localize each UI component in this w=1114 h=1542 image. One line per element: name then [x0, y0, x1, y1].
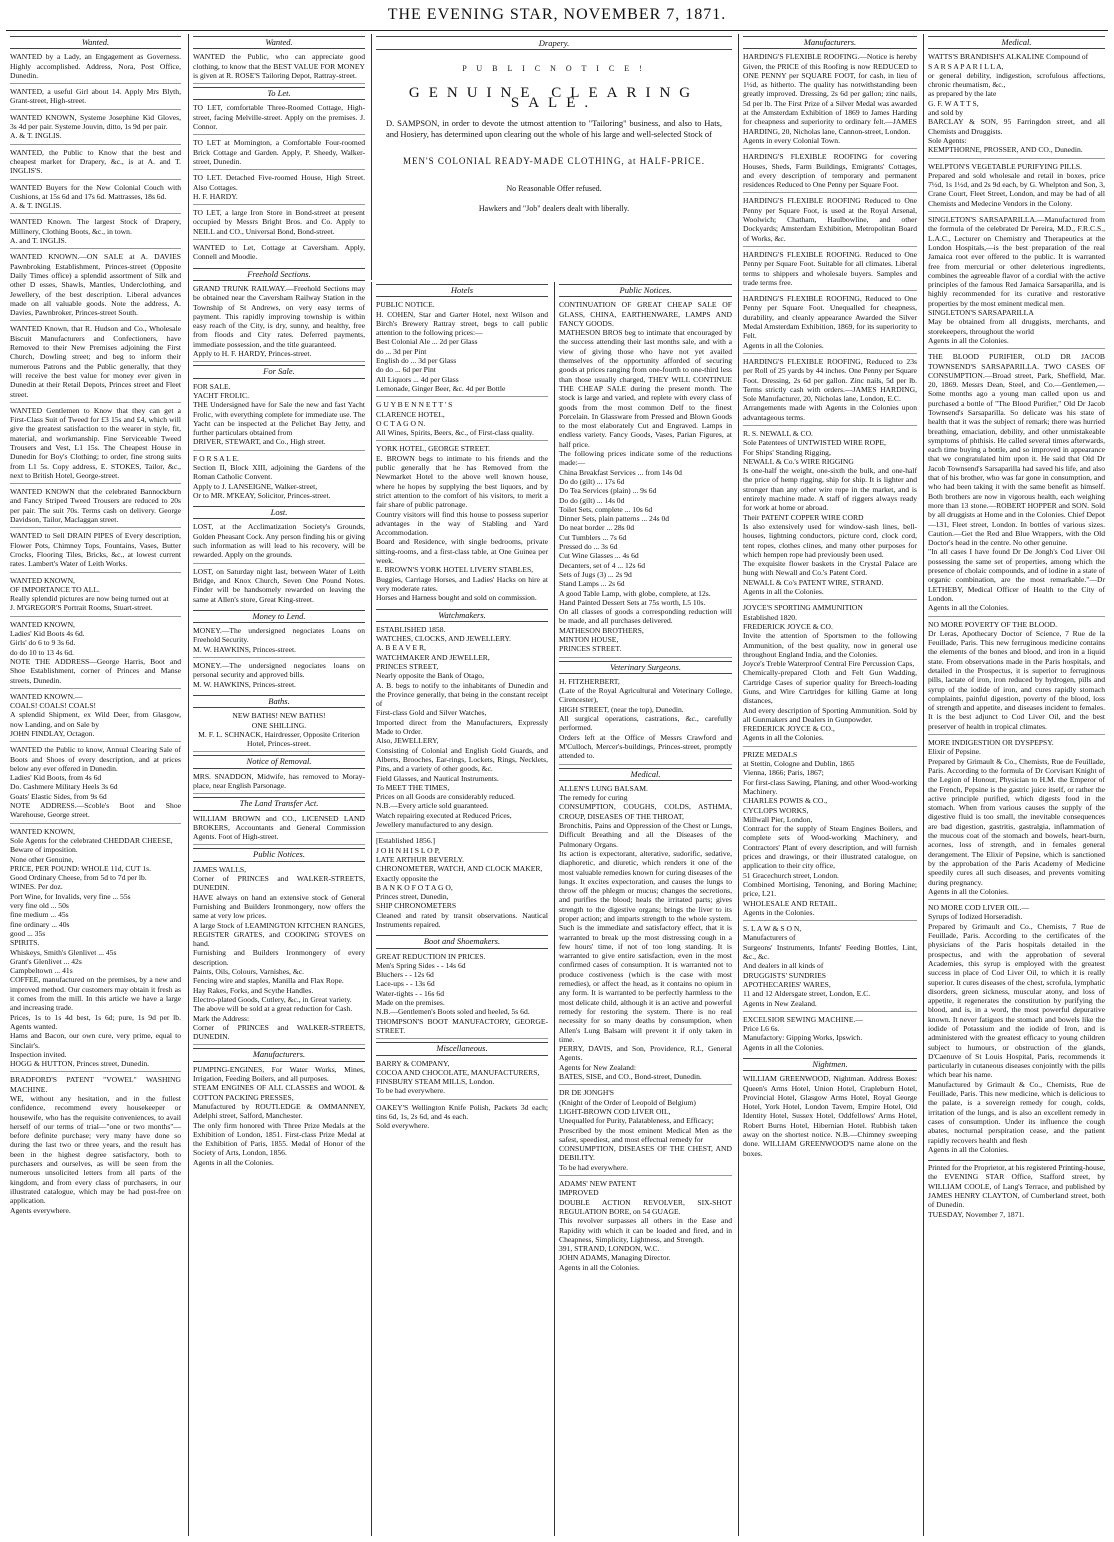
ad: WELPTON'S VEGETABLE PURIFYING PILLS. Prepared and sold wholesale and retail in boxes, price 7½d, 1s 1½d, and 2s 9d each, by G. Whelpton and Son, 3, Crane Court, Fleet Street, London, and may be had of all Chemists and Medecine Vendors in the Colony.	[928, 162, 1105, 212]
watchmaker-ads	[376, 625, 548, 933]
ad: MONEY.—The undersigned negociates loans on personal security and approved bills. M. W. HAWKINS, Princes-street.	[193, 661, 365, 689]
ad: WANTED KNOWN, OF IMPORTANCE TO ALL. Really splendid pictures are now being turned out at J. M'GREGOR'S Portrait Rooms, Stuart-street.	[10, 576, 181, 617]
ad: WANTED, a useful Girl about 14. Apply Mrs Blyth, Grant-street, High-street.	[10, 87, 181, 110]
money-ads	[193, 626, 365, 692]
ad: WANTED KNOWN that the celebrated Bannockburn and Fancy Striped Tweed Trousers are reduced to 20s per pair. The suit 70s. Terms cash on delivery. George Davidson, Tailor, Maclaggan street.	[10, 487, 181, 528]
ad: EXCELSIOR SEWING MACHINE.— Price L6 6s. Manufactory: Gipping Works, Ipswich. Agents in all the Colonies.	[743, 1014, 864, 1052]
ad: YORK HOTEL, GEORGE STREET. E. BROWN begs to intimate to his friends and the public generally that he has Removed from the Newmarket Hotel to the above well known house, where he hopes by supplying the best liquors, and by strict attention to the comfort of his visitors, to merit a fair share of public patronage. Country visitors will find this house to possess superior advantages in the way of Stabling and Yard Accommodation. Board and Residence, with single bedrooms, private sitting-rooms, and a first-class table, at One Guinea per week. E. BROWN'S YORK HOTEL LIVERY STABLES, Buggies, Carriage Horses, and Ladies' Hacks on hire at very moderate rates. Horses and Harness bought and sold on commission.	[376, 444, 548, 603]
masthead-rule	[6, 30, 1108, 31]
ad: F O R S A L E. Section II, Block XIII, adjoining the Gardens of the Roman Catholic Convent. Apply to J. LANSEIGNE, Walker-street, Or to MR. M'KEAY, Solicitor, Princes-street.	[193, 453, 365, 500]
medical-ads	[928, 52, 1105, 1157]
ad: S. L A W & S O N, Manufacturers of Surgeons' Instruments, Infants' Feeding Bottles, Lint, &c., &c. And dealers in all kinds of DRUGGISTS' SUNDRIES APOTHECARIES' WARES, 11 and 12 Aldersgate street, London, E.C. Agents in New Zealand.	[743, 924, 917, 1012]
ad: BRADFORD'S PATENT "VOWEL" WASHING MACHINE. WE, without any hesitation, and in the fullest confidence, recommend every housekeeper or housewife, who has the requisite conveniences, to avail herself of our terms of trial—"one or two months"—before definite purchase; very many have done so during the last two or three years, and the result has been in the highest degree satisfactory, both to purchasers and ourselves, as will be seen from the numerous unsolicited letters from all parts of the kingdom, and from every class of purchasers, in our illustrated catalogue, which may be had post-free on application. Agents everywhere.	[10, 1075, 181, 1215]
ad: HARDING'S FLEXIBLE ROOFING.—Notice is hereby Given, the PRICE of this Roofing is now REDUCED to ONE PENNY per SQUARE FOOT, for cash, in lieu of 1½d, as hitherto. The quality has notwithstanding been greatly improved. Dressing, 2s 6d per gallon; zinc nails, 5d per lb. The First Prize of a Silver Medal was awarded at the Amsterdam Exhibition of 1869 to James Harding for cheapness and superiority to ordinary felt.—JAMES HARDING, 20, Nicholas lane, Cannon-street, London. Agents in every Colonial Town.	[743, 52, 917, 149]
section-heading: Wanted.	[10, 36, 181, 49]
clearing-sale-title: GENUINE CLEARING SALE.	[408, 85, 700, 111]
ad: NEW BATHS! NEW BATHS! ONE SHILLING. M. F. L. SCHNACK, Hairdresser, Opposite Criterion Hotel, Princes-street.	[193, 711, 365, 752]
section-heading: Miscellaneous.	[376, 1042, 548, 1055]
ad: WANTED, the Public to Know that the best and cheapest market for Drapery, &c., is at A. and T. INGLIS'S.	[10, 148, 181, 180]
column-1	[6, 34, 185, 1536]
drapery-body: D. SAMPSON, in order to devote the utmost attention to "Tailoring" business, and also to Hats, and Hosiery, has determined upon clearing out the whole of his large and well-selected Stock of	[386, 118, 722, 139]
ad: ESTABLISHED 1858. WATCHES, CLOCKS, AND JEWELLERY. A. B E A V E R, WATCHMAKER AND JEWELLER, PRINCES STREET, Nearly opposite the Bank of Otago, A. B. begs to notify to the inhabitants of Dunedin and the Province generally, that being in the constant receipt of First-class Gold and Silver Watches, Imported direct from the Manufacturers, Expressly Made to Order. Also, JEWELLERY, Consisting of Colonial and English Gold Guards, and Alberts, Brooches, Ear-rings, Lockets, Rings, Necklets, Pins, and a variety of other goods, &c. Field Glasses, and Nautical Instruments. To MEET THE TIMES, Prices on all Goods are considerably reduced. N.B.—Every article sold guaranteed. Watch repairing executed at Reduced Prices, Jewellery manufactured to any design.	[376, 625, 548, 834]
ad: ALLEN'S LUNG BALSAM. The remedy for curing CONSUMPTION, COUGHS, COLDS, ASTHMA, CROUP, DISEASES OF THE THROAT, Bronchitis, Pains and Oppression of the Chest or Lungs, Difficult Breathing and all the Diseases of the Pulmonary Organs. Its action is expectorant, alterative, sudorific, sedative, diaphoretic, and diuretic, which renders it one of the most valuable remedies known for curing diseases of the lungs. It excites expectoration, and causes the lungs to throw off the phlegm or mucus; changes the secretions, and purifies the blood; heals the irritated parts; gives strength to the digestive organs; brings the liver to its proper action; and imparts strength to the whole system. Such is the immediate and satisfactory effect, that it is warranted to break up the most distressing cough in a few hours' time, if not of too long standing. It is warranted to give entire satisfaction, even in the most confirmed cases of consumption. It is warranted not to produce costiveness (which is the case with most remedies), or affect the head, as it contains no opium in any form. It is warranted to be perfectly harmless to the most delicate child, although it is an active and powerful remedy for restoring the system. There is no real necessity for so many deaths by consumption, when Allen's Lung Balsam will prevent it if only taken in time. PERRY, DAVIS, and Son, Providence, R.I., General Agents. Agents for New Zealand: BATES, SISE, and CO., Bond-street, Dunedin.	[559, 784, 732, 1086]
drapery-hawkers: Hawkers and "Job" dealers dealt with liberally.	[478, 204, 630, 213]
ad: WILLIAM BROWN and CO., LICENSED LAND BROKERS, Accountants and General Commission Agents. Foot of High-street.	[193, 814, 365, 846]
ad: MONEY.—The undersigned negociates Loans on Freehold Security. M. W. HAWKINS, Princes-street.	[193, 626, 365, 658]
column-6	[923, 34, 1109, 1536]
section-heading: Nightmen.	[743, 1058, 917, 1071]
column-4	[554, 282, 736, 1536]
ad: FOR SALE. YACHT FROLIC. THE Undersigned have for Sale the new and fast Yacht Frolic, with everything complete for immediate use. The Yacht can be inspected at the Pelichet Bay Jetty, and further particulars obtained from DRIVER, STEWART, and Co., High street.	[193, 382, 365, 451]
ad: [Established 1856.] J O H N H I S L O P, LATE ARTHUR BEVERLY. CHRONOMETER, WATCH, AND CLOCK MAKER, Exactly opposite the B A N K O F O T A G O, Princes street, Dunedin, SHIP CHRONOMETERS Cleaned and rated by transit observations. Nautical Instruments repaired.	[376, 836, 548, 929]
ad: HARDING'S FLEXIBLE ROOFING Reduced to One Penny per Square Foot, is used at the Royal Arsenal, Woolwich; Chatham, Haulbowline, and other Dockyards; Amsterdam Exhibition, Metropolitan Board of Works, &c.	[743, 196, 917, 246]
section-heading: Public Notices.	[193, 848, 365, 861]
ad: WANTED KNOWN, Sole Agents for the celebrated CHEDDAR CHEESE, Beware of imposition. None other Genuine, PRICE, PER POUND: WHOLE 11d, CUT 1s. Good Ordinary Cheese, from 5d to 7d per lb. WINES. Per doz. Port Wine, for Invalids, very fine ... 55s very fine old ... 50s fine medium ... 45s fine ordinary ... 40s good ... 35s SPIRITS. Whiskeys, Smith's Glenlivet ... 45s Grant's Glenlivet ... 42s Campbeltown ... 41s COFFEE, manufactured on the premises, by a new and improved method. Our customers may obtain it fresh as it comes from the mill. In this article we have a large and increasing trade. Prices, 1s to 1s 4d best, 1s 6d; pure, 1s 9d per lb. Agents wanted. Hams and Bacon, our own cure, very prime, equal to Sinclair's. Inspection invited. HOGG & HUTTON, Princes street, Dunedin.	[10, 827, 181, 1073]
ad: HARDING'S FLEXIBLE ROOFING. Reduced to One Penny per Square Foot. Suitable for all climates. Liberal terms to shippers and wholesale buyers. Samples and trade terms free.	[743, 250, 917, 291]
printer-imprint: Printed for the Proprietor, at his registered Printing-house, the EVENING STAR Office, Stafford street, by WILLIAM COOLE, of Lang's Terrace, and published by JAMES HENRY CLAYTON, of Cumberland street, both of Dunedin. TUESDAY, November 7, 1871.	[928, 1160, 1105, 1219]
section-heading: Baths.	[193, 695, 365, 708]
ad: CONTINUATION OF GREAT CHEAP SALE OF GLASS, CHINA, EARTHENWARE, LAMPS AND FANCY GOODS. MATHESON BROS beg to intimate that encouraged by the success attending their last months sale, and with a view of giving those who have not yet availed themselves of the opportunity afforded of securing goods at prices ranging from one-fourth to one-third less than those usually charged, THEY WILL CONTINUE THE CHEAP SALE during the present month. The stock is large and varied, and replete with every class of goods from the most common Delf to the finest Porcelain. In Glassware from Pressed and Blown Goods to the most elaborately Cut and Engraved. Lamps in endless variety. Fancy Goods, Vases, Parian Figures, at half price. The following prices indicate some of the reductions made:— China Breakfast Services ... from 14s 0d Do do (gilt) ... 17s 6d Do Tea Services (plain) ... 9s 6d Do do (gilt) ... 14s 0d Toilet Sets, complete ... 10s 6d Dinner Sets, plain patterns ... 24s 0d Do neat border ... 28s 0d Cut Tumblers ... 7s 6d Pressed do ... 3s 6d Cut Wine Glasses ... 4s 6d Decanters, set of 4 ... 12s 6d Sets of Jugs (3) ... 2s 9d Stand Lamps ... 2s 6d A good Table Lamp, with globe, complete, at 12s. Hand Painted Dessert Sets at 75s worth, L5 10s. On all classes of goods a corresponding reduction will be made, and all purchases delivered. MATHESON BROTHERS, MINTON HOUSE, PRINCES STREET.	[559, 300, 732, 657]
section-heading: Public Notices.	[559, 284, 732, 297]
section-heading: Medical.	[928, 36, 1105, 49]
ad: DR DE JONGH'S (Knight of the Order of Leopold of Belgium) LIGHT-BROWN COD LIVER OIL, Unequalled for Purity, Palatableness, and Efficacy; Prescribed by the most eminent Medical Men as the safest, speediest, and most effectual remedy for CONSUMPTION, DISEASES OF THE CHEST, AND DEBILITY. To be had everywhere.	[559, 1088, 732, 1176]
ad: WANTED the Public to know, Annual Clearing Sale of Boots and Shoes of every description, and at prices below any ever offered in Dunedin. Ladies' Kid Boots, from 4s 6d Do. Cashmere Military Heels 3s 6d Goats' Elastic Sides, from 9s 6d NOTE ADDRESS.—Scoble's Boot and Shoe Warehouse, George street.	[10, 745, 181, 823]
ad: TO LET at Mornington, a Comfortable Four-roomed Brick Cottage and Garden. Apply, P. Sheedy, Walker-street, Dunedin.	[193, 138, 365, 170]
section-heading: Notice of Removal.	[193, 755, 365, 768]
section-heading: Boot and Shoemakers.	[376, 935, 548, 948]
section-heading: Watchmakers.	[376, 609, 548, 622]
ad: R. S. NEWALL & CO. Sole Patentees of UNTWISTED WIRE ROPE, For Ships' Standing Rigging, NEWALL & Co.'s WIRE RIGGING Is one-half the weight, one-sixth the bulk, and one-half the price of hemp rigging, ship for ship. It is lighter and stronger than any other wire rope in the market, and is entirely machine made. A staff of riggers always ready for work at home or abroad. Their PATENT COPPER WIRE CORD Is also extensively used for window-sash lines, bell-houses, lightning conductors, picture cord, clock cord, tent ropes, clothes clines, and many other purposes for which hempen rope had previously been used. The exquisite flower baskets in the Crystal Palace are hung with Newall and Co.'s Patent Cord. NEWALL & Co's PATENT WIRE, STRAND. Agents in all the Colonies.	[743, 429, 917, 600]
section-heading: Medical.	[559, 768, 732, 781]
ad: WANTED by a Lady, an Engagement as Governess. Highly accomplished. Address, Nora, Post Office, Dunedin.	[10, 52, 181, 84]
section-heading: Money to Lend.	[193, 610, 365, 623]
hotel-ads	[376, 300, 548, 605]
section-heading: Manufacturers.	[743, 36, 917, 49]
ad: WANTED Known. The largest Stock of Drapery, Millinery, Clothing Boots, &c., in town. A. and T. INGLIS.	[10, 217, 181, 249]
column-3	[371, 282, 552, 1536]
wanted-ads	[10, 52, 181, 1218]
ad: WANTED Gentlemen to Know that they can get a First-Class Suit of Tweed for £3 15s and £4, which will give the greatest satisfaction to the wearer in style, fit, material, and workmanship. Fine Serviceable Tweed Trousers and Vest, L1 15s. The Cheapest House in Dunedin for Boy's Clothing; to order, fine strong suits from L1 5s. Copy address, E. STOKES, Tailor, &c., next to British Hotel, George-street.	[10, 406, 181, 484]
section-heading: Manufacturers.	[193, 1048, 365, 1061]
section-heading: Hotels	[376, 284, 548, 297]
ad: PUBLIC NOTICE. H. COHEN, Star and Garter Hotel, next Wilson and Birch's Brewery Rattray street, begs to call public attention to the following prices:— Best Colonial Ale ... 2d per Glass do ... 3d per Pint English do ... 3d per Glass do do ... 6d per Pint All Liquors ... 4d per Glass Lemonade, Ginger Beer, &c. 4d per Bottle	[376, 300, 548, 397]
ad: HARDING'S FLEXIBLE ROOFING for covering Houses, Sheds, Farm Buildings, Emigrants' Cottages, and every description of temporary and permanent residences Reduced to One Penny per Square Foot.	[743, 152, 917, 193]
ad: BARRY & COMPANY, COCOA AND CHOCOLATE, MANUFACTURERS, FINSBURY STEAM MILLS, London. To be had everywhere.	[376, 1059, 548, 1100]
drapery-advert	[371, 34, 736, 280]
ad: LOST, on Saturday night last, between Water of Leith Bridge, and Knox Church, Seven One Pound Notes. Finder will be handsomely rewarded on leaving the same at Allen's store, Great King-street.	[193, 566, 365, 604]
misc-ads	[376, 1059, 548, 1134]
column-2	[188, 34, 369, 1536]
ad: GRAND TRUNK RAILWAY.—Freehold Sections may be obtained near the Caversham Railway Station in the Township of St Andrews, on very easy terms of payment. This rapidly improving township is within easy reach of the City, is dry, sunny, and healthy, free from floods and City rates. Deferred payments, immediate possession, and the title guaranteed. Apply to H. F. HARDY, Princes-street.	[193, 284, 365, 362]
ad: WATTS'S BRANDISH'S ALKALINE Compound of S A R S A P A R I L L A, or general debility, indigestion, scrofulous affections, chronic rheumatism, &c., as prepared by the late G. F. W A T T S, and sold by BARCLAY & SON, 95 Farringdon street, and all Chemists and Druggists. Sole Agents: KEMPTHORNE, PROSSER, AND CO., Dunedin.	[928, 52, 1105, 158]
ad: HARDING'S FLEXIBLE ROOFING, Reduced to One Penny per Square Foot. Unequalled for cheapness, durability, and cleanly appearance Awarded the Silver Medal Amsterdam Exhibition, 1869, for its superiority to Felt. Agents in all the Colonies.	[743, 294, 917, 354]
ad: ADAMS' NEW PATENT IMPROVED DOUBLE ACTION REVOLVER, SIX-SHOT REGULATION BORE, on 54 GUAGE. This revolver surpasses all others in the Ease and Rapidity with which it can be loaded and fired, and in Cheapness, Simplicity, Lightness, and Strength. 391, STRAND, LONDON, W.C. JOHN ADAMS, Managing Director. Agents in all the Colonies.	[559, 1179, 732, 1272]
ad: MRS. SNADDON, Midwife, has removed to Moray-place, near English Parsonage.	[193, 772, 365, 795]
ad: JOYCE'S SPORTING AMMUNITION Established 1820. FREDERICK JOYCE & CO. Invite the attention of Sportsmen to the following Ammunition, of the best quality, now in general use throughout England India, and the Colonies. Joyce's Treble Waterproof Central Fire Percussion Caps, Chemically-prepared Cloth and Felt Gun Wadding, Cartridge Cases of superior quality for Breech-loading Guns, and Wire Cartridges for killing Game at long distances, And every description of Sporting Ammunition. Sold by all Gunmakers and Dealers in Gunpowder. FREDERICK JOYCE & CO., Agents in all the Colonies.	[743, 603, 917, 746]
ad: OAKEY'S Wellington Knife Polish, Packets 3d each; tins 6d, 1s, 2s 6d, and 4s each. Sold everywhere.	[376, 1102, 548, 1131]
public-notice: P U B L I C N O T I C E !	[462, 64, 646, 73]
section-heading: Drapery.	[376, 36, 732, 50]
section-heading: Wanted.	[193, 36, 365, 49]
lost-ads	[193, 522, 365, 606]
section-heading: To Let.	[193, 87, 365, 100]
section-heading: The Land Transfer Act.	[193, 797, 365, 810]
section-heading: Freehold Sections.	[193, 268, 365, 281]
ad: THE BLOOD PURIFIER, OLD DR JACOB TOWNSEND'S SARSAPARILLA. TWO CASES OF CONSUMPTION.—Broad street, Park, Sheffield, Mar. 20, 1869. Messrs Dean, Steel, and Co.—Gentlemen,—Some months ago a young man called upon us and purchased a bottle of "The Blood Purifier," Old Dr Jacob Townsend's Sarsaparilla. So delicate was his state of health that it was the subject of remark; there was hurried breathing, emaciation, debility, and other unmistakeable symptoms of phthisis. He called several times afterwards, each time buying a bottle, and so improved in appearance that we congratulated him upon it. He said that Old Dr Jacob Townsend's Sarsaparilla had saved his life, and also that of his brother, who was far gone in consumption, and who had been taking it with the same benefit as himself. Both brothers are now in vigorous health, each weighing more than 13 stone.—ROBERT HOPPER and SON. Sold by all druggists at Home and in the Colonies. Chief Depot—131, Fleet street, London. In bottles of various sizes. Caution.—Get the Red and Blue Wrappers, with the Old Doctor's head in the centre. No other genuine. "In all cases I have found Dr De Jongh's Cod Liver Oil possessing the same set of properties, among which the presence of cholaic compounds, and of iodine in a state of organic combination, are the most remarkable."—Dr LETHEBY, Medical Officer of Health to the City of London. Agents in all the Colonies.	[928, 352, 1105, 616]
drapery-refused: No Reasonable Offer refused.	[506, 184, 602, 193]
ad: NO MORE COD LIVER OIL.— Syrups of Iodized Horseradish. Prepared by Grimault and Co., Chemists, 7 Rue de Feuillade, Paris. According to the certificates of the physicians of the Paris hospitals detailed in the prospectus, and with the approbation of several Academies, this syrup is employed with the greatest success in place of Cod Liver Oil, to which it is really superior. It cures diseases of the chest, scrofula, lymphatic disorders, green sickness, muscular atony, and loss of appetite, it regenerates the constitution by purifying the blood, and is, in a word, the most powerful depurative known. It never fatigues the stomach and bowels like the iodide of Potassium and the iodide of Iron, and is administered with the greatest efficacy to young children subject to humours, or obstruction of the glands, D'Caenuve of St Louis Hospital, Paris, recommends it particularly in cutaneous diseases conjointly with the pills which bear his name. Manufactured by Grimault & Co., Chemists, Rue de Feuillade, Paris. This new medicine, which is delicious to the palate, is a sovereign remedy for cough, colds, irritation of the lungs, and is also an excellent remedy in cases of consumption. Under its influence the cough abates, nocturnal perspiration cease, and the patient rapidly recovers health and flesh Agents in all the Colonies.	[928, 903, 1105, 1154]
to-let-ads	[193, 103, 365, 264]
ad: WANTED Buyers for the New Colonial Couch with Cushions, at 15s 6d and 17s 6d. Mattrasses, 18s 6d. A. & T. INGLIS.	[10, 183, 181, 215]
ad: JAMES WALLS, Corner of PRINCES and WALKER-STREETS, DUNEDIN. HAVE always on hand an extensive stock of General Furnishing and Builders Ironmongery, now offers the same at very low prices. A large Stock of LEAMINGTON KITCHEN RANGES, REGISTER GRATES, and COOKING STOVES on hand. Furnishing and Builders Ironmongery of every description. Paints, Oils, Colours, Varnishes, &c. Fencing wire and staples, Manilla and Flax Rope. Hay Rakes, Forks, and Scythe Handles. Electro-plated Goods, Cutlery, &c., in Great variety. The above will be sold at a great reduction for Cash. Mark the Address: Corner of PRINCES and WALKER-STREETS, DUNEDIN.	[193, 865, 365, 1046]
ad: WANTED KNOWN.— COALS! COALS! COALS! A splendid Shipment, ex Wild Deer, from Glasgow, now Landing, and on Sale by JOHN FINDLAY, Octagon.	[10, 692, 181, 742]
ad: WILLIAM GREENWOOD, Nightman. Address Boxes: Queen's Arms Hotel, Union Hotel, Crapleburn Hotel, Provincial Hotel, Glasgow Arms Hotel, Royal George Hotel, York Hotel, London Tavern, Empire Hotel, Old Identity Hotel, Sussex Hotel, Oddfellows' Arms Hotel, Robert Burns Hotel, Hibernian Hotel. Rubbish taken away on the shortest notice. N.B.—Chimney sweeping done. WILLIAM GREENWOOD'S name alone on the boxes.	[743, 1074, 917, 1158]
ad: PUMPING-ENGINES, For Water Works, Mines, Irrigation, Feeding Boilers, and all purposes. STEAM ENGINES OF ALL CLASSES and WOOL & COTTON PACKING PRESSES, Manufactured by ROUTLEDGE & OMMANNEY, Adelphi street, Salford, Manchester. The only firm honored with Three Prize Medals at the Exhibition of London, 1851. First-class Prize Medal at the Exhibition of Paris, 1855. Medal of Honor of the Society of Arts, London, 1856. Agents in all the Colonies.	[193, 1064, 365, 1167]
ad: NO MORE POVERTY OF THE BLOOD. Dr Leras, Apothecary Doctor of Science, 7 Rue de la Feuillade, Paris. This new ferruginous medicine contains the elements of the bones and blood, and iron in a liquid state. From observations made in the Paris hospitals, and detailed in the Prospectus, it is superior to ferruginous pills, lactate of iron, iron reduced by hydrogen, pills and syrup of the iodide of iron, and cures rapidly stomach complaints, painful digestion, poverty of the blood, loss of strength and appetite, and diseases incident to females. It is the best adjunct to Cod Liver Oil, and the best preserver of health in tropical climates.	[928, 620, 1105, 736]
masthead: THE EVENING STAR, NOVEMBER 7, 1871.	[387, 6, 727, 23]
ad: WANTED Known, that R. Hudson and Co., Wholesale Biscuit Manufacturers and Confectioners, have Removed to their New Premises adjoining the First Church, Dowling street; and beg to inform their numerous Patrons and the Public generally, that they will receive the best value for money ever given in Dunedin at their Retail Depots, Princes street and Fleet street.	[10, 324, 181, 402]
ad: HARDING'S FLEXIBLE ROOFING, Reduced to 23s per Roll of 25 yards by 44 inches. One Penny per Square Foot. Dressing, 2s 6d per gallon. Zinc nails, 5d per lb. Terms strictly cash with orders.—JAMES HARDING, Sole Manufacturer, 20, Nicholas lane, London, E.C. Arrangements made with Agents in the Colonies upon advantageous terms.	[743, 357, 917, 426]
ad: WANTED KNOWN, Ladies' Kid Boots 4s 6d. Girls' do 6 to 9 3s 6d. do do 10 to 13 4s 6d. NOTE THE ADDRESS—George Harris, Boot and Shoe Establishment, corner of Princes and Manse streets, Dunedin.	[10, 620, 181, 689]
ad: H. FITZHERBERT, (Late of the Royal Agricultural and Veterinary College, Cirencester), HIGH STREET, (near the top), Dunedin. All surgical operations, castrations, &c., carefully performed. Orders left at the Office of Messrs Crawford and M'Culloch, Mercer's-buildings, Princes-street, promptly attended to.	[559, 677, 732, 765]
ad: WANTED to Sell DRAIN PIPES of Every description, Flower Pots, Chimney Tops, Fountains, Vases, Butter Crocks, Flooring Tiles, Bricks, &c., at lowest current rates. Lambert's Water of Leith Works.	[10, 531, 181, 572]
ad: G U Y B E N N E T T ' S CLARENCE HOTEL, O C T A G O N. All Wines, Spirits, Beers, &c., of First-class quality.	[376, 400, 548, 441]
ad: PRIZE MEDALS at Stettin, Cologne and Dublin, 1865 Vienna, 1866; Paris, 1867; For first-class Sawing, Planing, and other Wood-working Machinery. CHARLES POWIS & CO., CYCLOPS WORKS, Millwall Pier, London, Contract for the supply of Steam Engines Boilers, and complete sets of Wood-working Machinery, and Contractors' Plant of every description, and will furnish prices and drawings, or their illustrated catalogue, on application to their city office, 51 Gracechurch street, London. Combined Mortising, Tenoning, and Boring Machine; price, L21. WHOLESALE AND RETAIL. Agents in the Colonies.	[743, 750, 917, 921]
section-heading: Lost.	[193, 506, 365, 519]
column-5	[738, 34, 921, 1536]
ad: WANTED to Let, Cottage at Caversham. Apply, Connell and Moodie.	[193, 243, 365, 262]
ad: GREAT REDUCTION IN PRICES. Men's Spring Sides - - 14s 6d Bluchers - - 12s 6d Lace-ups - - 13s 6d Water-tights - - 16s 6d Made on the premises. N.B.—Gentlemen's Boots soled and heeled, 5s 6d. THOMPSON'S BOOT MANUFACTORY, GEORGE-STREET.	[376, 952, 548, 1040]
ad: WANTED the Public, who can appreciate good clothing, to know that the BEST VALUE FOR MONEY is given at R. ROSE'S Tailoring Depot, Rattray-street.	[193, 52, 365, 84]
for-sale-ads	[193, 382, 365, 504]
ad: TO LET, a large Iron Store in Bond-street at present occupied by Messrs Bright Bros. and Co. Apply to NEILL and CO., Universal Bond, Bond-street.	[193, 208, 365, 240]
ad: WANTED KNOWN.—ON SALE at A. DAVIES Pawnbroking Establishment, Princes-street (Opposite Daily Times office) a splendid assortment of Silk and other D esses, Shawls, Mantles, Underclothing, and Jewellery, of the best description. Liberal advances made on all valuable goods. Note the address, A. Davies, Pawnbroker, Princes-street South.	[10, 252, 181, 321]
ad: TO LET, comfortable Three-Roomed Cottage, High-street, facing Melville-street. Apply on the premises. J. Connor.	[193, 103, 365, 135]
ad: SINGLETON'S SARSAPARILLA.—Manufactured from the formula of the celebrated Dr Pereira, M.D., F.R.C.S., L.A.C., Lecturer on Chemistry and Therapeutics at the London Hospitals,—is the best preparation of the real Jamaica root ever offered to the public. It is warranted free from mercurial or other deleterious ingredients, combines the agreeable flavor of a cordial with the active principles of the famous Red Jamaica Sarsaparilla, and is highly recommended for its curative and restorative properties by the most eminent medical men. SINGLETON'S SARSAPARILLA May be obtained from all druggists, merchants, and storekeepers, throughout the world Agents in all the Colonies.	[928, 215, 1105, 349]
ad: WANTED KNOWN, Systeme Josephine Kid Gloves, 3s 4d per pair. Systeme Jouvin, ditto, 1s 9d per pair. A. & T. INGLIS.	[10, 113, 181, 145]
section-heading: Veterinary Surgeons.	[559, 661, 732, 674]
ad: MORE INDIGESTION OR DYSPEPSY. Elixir of Pepsine. Prepared by Grimault & Co., Chemists, Rue de Feuillade, Paris. According to the formula of Dr Corvisart Knight of the Legion of Honour, Physician to H.M. the Emperor of the French, Pepsine is the gastric juice itself, or rather the active principle purified, which digests food in the stomach. When from various causes the supply of the digestive fluid is too small, the inevitable consequences are bad digestion, gastritis, gastralgia, inflammation of the mucous coat of the stomach and bowels, heart-burn, acornes, loss of strength, and in females general derangement. The Elixir of Pepsine, which is sanctioned by the approbation of the Paris Academy of Medicine speedily cures all such diseases, and prevents vomiting during pregnancy. Agents in all the Colonies.	[928, 738, 1105, 900]
drapery-offer: MEN'S COLONIAL READY-MADE CLOTHING, at HALF-PRICE.	[402, 156, 706, 166]
manufacturer-ads	[743, 52, 917, 1055]
section-heading: For Sale.	[193, 365, 365, 378]
ad: TO LET. Detached Five-roomed House, High Street. Also Cottages. H. F. HARDY.	[193, 173, 365, 205]
ad: LOST, at the Acclimatization Society's Grounds, Golden Pheasant Cock. Any person finding his or giving such information as will lead to his recovery, will be rewarded. Apply on the grounds.	[193, 522, 365, 563]
